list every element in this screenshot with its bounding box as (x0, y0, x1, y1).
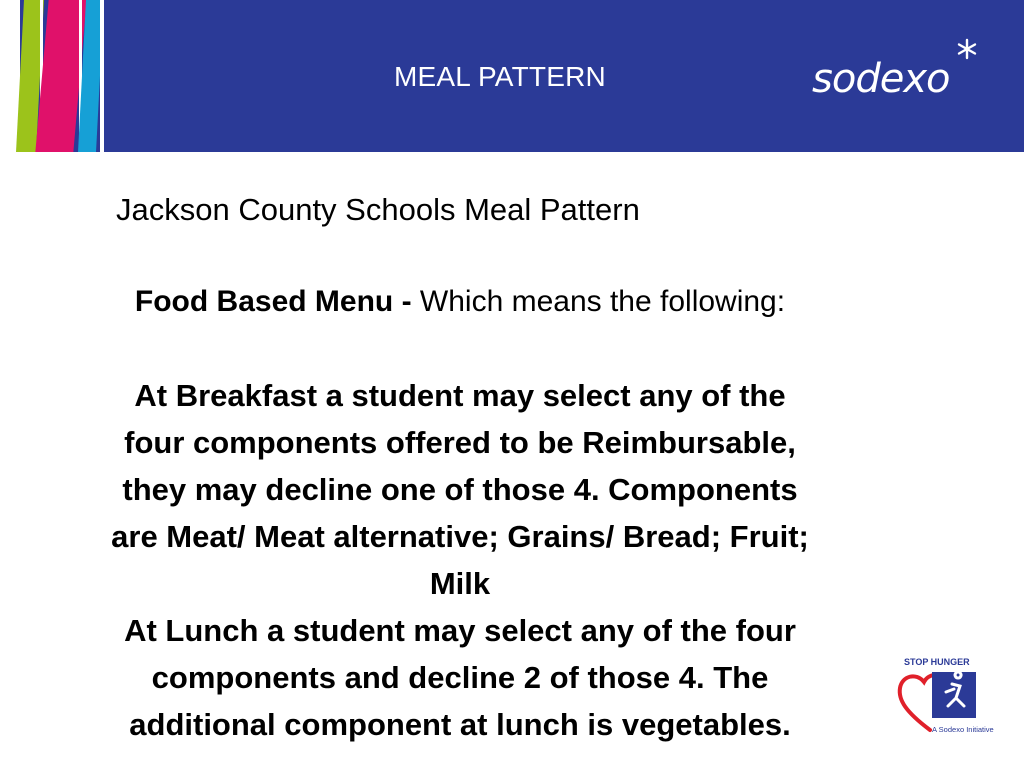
stripe-gap (100, 0, 104, 152)
runner-box (932, 672, 976, 718)
body-text (0, 278, 920, 748)
intro-bold: Food Based Menu - (134, 285, 420, 318)
spacer (0, 325, 920, 372)
star-icon (956, 38, 978, 60)
subtitle: Jackson County Schools Meal Pattern (116, 192, 640, 227)
logo-text: sodexo (812, 56, 950, 102)
stop-hunger-caption: A Sodexo Initiative (932, 725, 994, 734)
page-title: MEAL PATTERN (394, 61, 606, 92)
intro-normal: Which means the following: (419, 285, 786, 318)
intro-line (0, 278, 920, 325)
stop-hunger-title: STOP HUNGER (904, 657, 970, 667)
breakfast-line: four components offered to be Reimbursable, (124, 425, 796, 460)
breakfast-line: At Breakfast a student may select any of the (134, 378, 786, 413)
sodexo-logo (808, 40, 988, 100)
breakfast-line: Milk (429, 566, 491, 601)
lunch-line: components and decline 2 of those 4. The (151, 660, 769, 695)
stop-hunger-logo (896, 656, 996, 740)
breakfast-line: they may decline one of those 4. Components (122, 472, 798, 507)
lunch-line: additional component at lunch is vegetables. (129, 707, 791, 742)
breakfast-line: are Meat/ Meat alternative; Grains/ Bread; Fruit; (111, 519, 809, 554)
lunch-line: At Lunch a student may select any of the four (124, 613, 796, 648)
header-band (0, 0, 1024, 152)
